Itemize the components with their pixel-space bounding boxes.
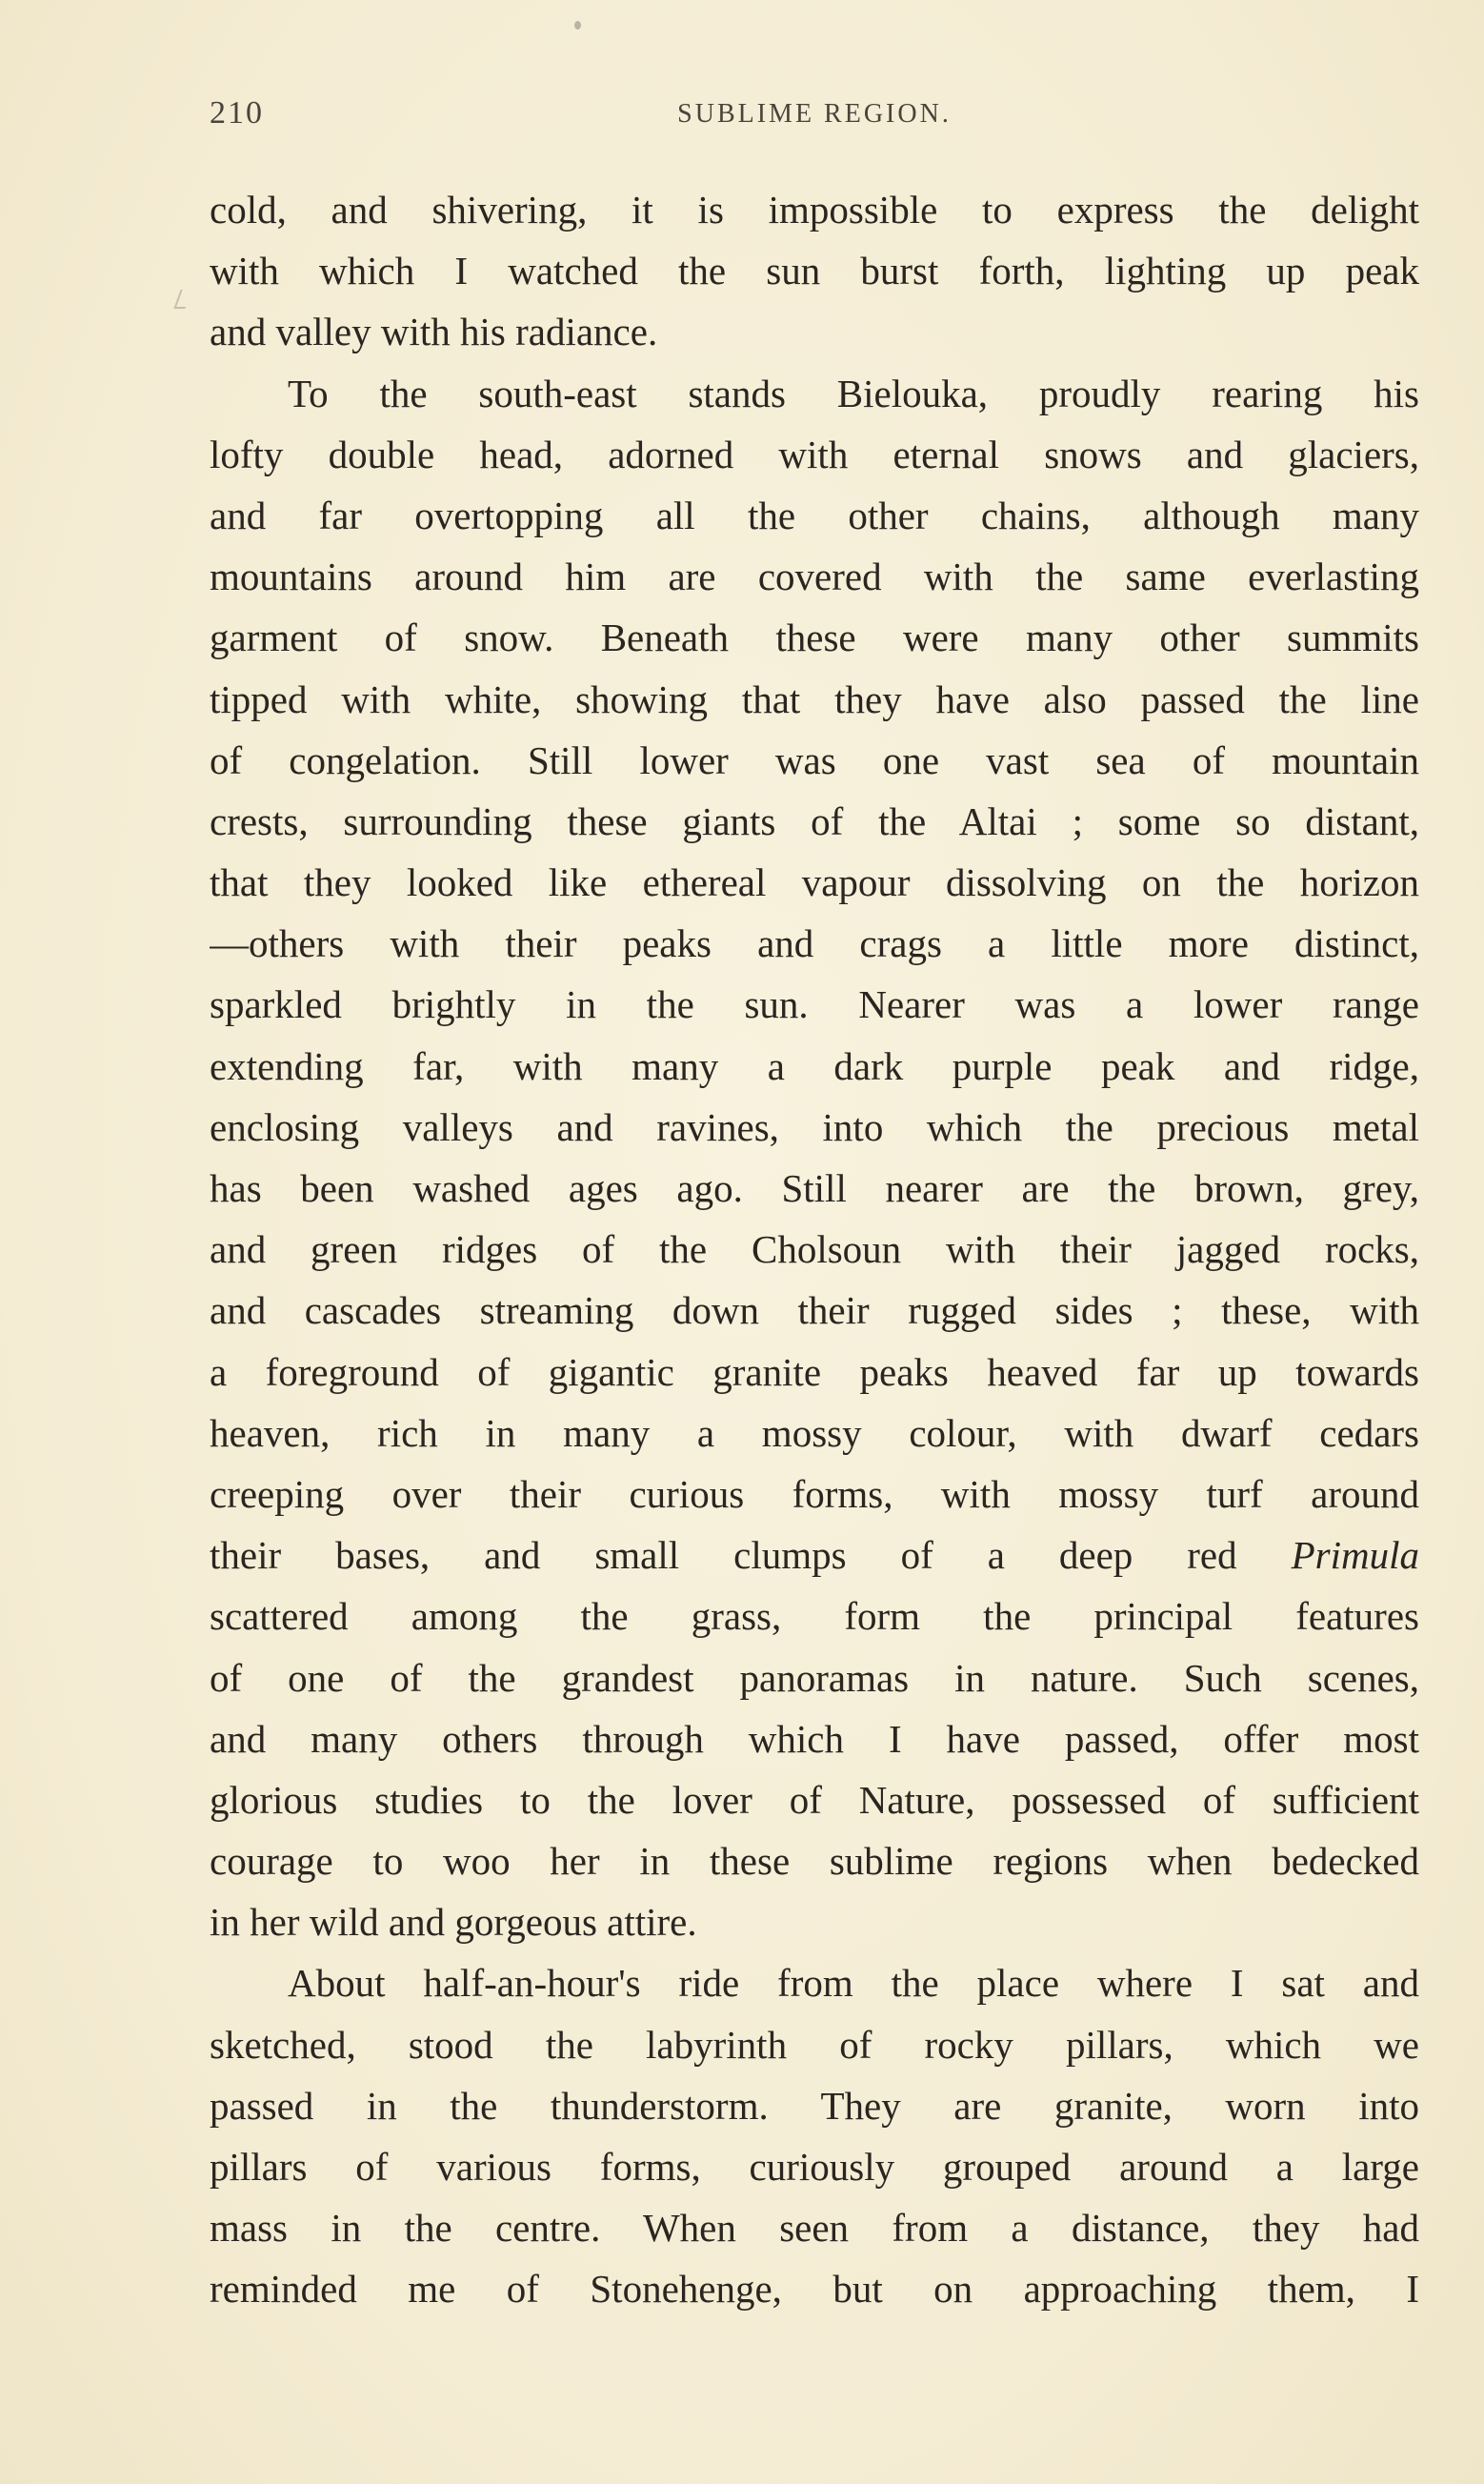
body-text — [210, 179, 1419, 2320]
text-line: extending far, with many a dark purple peak and ridge, — [210, 1043, 1419, 1088]
running-head — [210, 95, 1419, 143]
text-line: garment of snow. Beneath these were many other summits — [210, 616, 1419, 660]
text-line: To the south-east stands Bielouka, proudly rearing his — [288, 371, 1419, 415]
text-line: and far overtopping all the other chains, although many — [210, 493, 1419, 537]
running-title: SUBLIME REGION. — [677, 99, 952, 129]
text-line: creeping over their curious forms, with mossy turf around — [210, 1471, 1419, 1516]
text-line: lofty double head, adorned with eternal snows and glaciers, — [210, 432, 1419, 476]
text-line: reminded me of Stonehenge, but on approaching them, I — [210, 2267, 1419, 2312]
text-line: pillars of various forms, curiously grouped around a large — [210, 2145, 1419, 2189]
text-line — [210, 1525, 1419, 1585]
text-line: mass in the centre. When seen from a distance, they had — [210, 2206, 1419, 2251]
text-line: courage to woo her in these sublime regions when bedecked — [210, 1839, 1419, 1884]
text-line: of congelation. Still lower was one vast sea of mountain — [210, 737, 1419, 782]
text-line: and green ridges of the Cholsoun with their jagged rocks, — [210, 1227, 1419, 1272]
text-line: sketched, stood the labyrinth of rocky pillars, which we — [210, 2022, 1419, 2067]
text-line: scattered among the grass, form the principal features — [210, 1594, 1419, 1639]
text-line: cold, and shivering, it is impossible to express the delight — [210, 188, 1419, 232]
text-line: of one of the grandest panoramas in nature. Such scenes, — [210, 1655, 1419, 1700]
text-line: a foreground of gigantic granite peaks heaved far up towards — [210, 1349, 1419, 1394]
text-line: in her wild and gorgeous attire. — [210, 1900, 697, 1945]
text-line: tipped with white, showing that they have also passed the line — [210, 677, 1419, 721]
text-line: mountains around him are covered with the same everlasting — [210, 555, 1419, 599]
text-line: heaven, rich in many a mossy colour, with dwarf cedars — [210, 1410, 1419, 1455]
text-line: enclosing valleys and ravines, into which the precious metal — [210, 1104, 1419, 1149]
text-line: with which I watched the sun burst forth, lighting up peak — [210, 249, 1419, 293]
text-line: passed in the thunderstorm. They are granite, worn into — [210, 2083, 1419, 2128]
text-line: sparkled brightly in the sun. Nearer was a lower range — [210, 982, 1419, 1027]
text-line: and valley with his radiance. — [210, 310, 658, 354]
text-segment: their bases, and small clumps of a deep red — [210, 1533, 1237, 1578]
margin-pencil-mark — [173, 290, 191, 309]
text-line: and many others through which I have passed, offer most — [210, 1716, 1419, 1761]
text-line: glorious studies to the lover of Nature, possessed of sufficient — [210, 1777, 1419, 1822]
text-line: and cascades streaming down their rugged sides ; these, with — [210, 1288, 1419, 1333]
ink-speck — [574, 21, 581, 30]
text-line: crests, surrounding these giants of the Altai ; some so distant, — [210, 798, 1419, 843]
text-line: About half-an-hour's ride from the place where I sat and — [288, 1961, 1419, 2006]
text-line: —others with their peaks and crags a little more distinct, — [210, 921, 1419, 966]
text-line: has been washed ages ago. Still nearer are the brown, grey, — [210, 1166, 1419, 1210]
text-line: that they looked like ethereal vapour dissolving on the horizon — [210, 860, 1419, 905]
italic-term: Primula — [1291, 1533, 1419, 1578]
page-number: 210 — [210, 95, 264, 131]
